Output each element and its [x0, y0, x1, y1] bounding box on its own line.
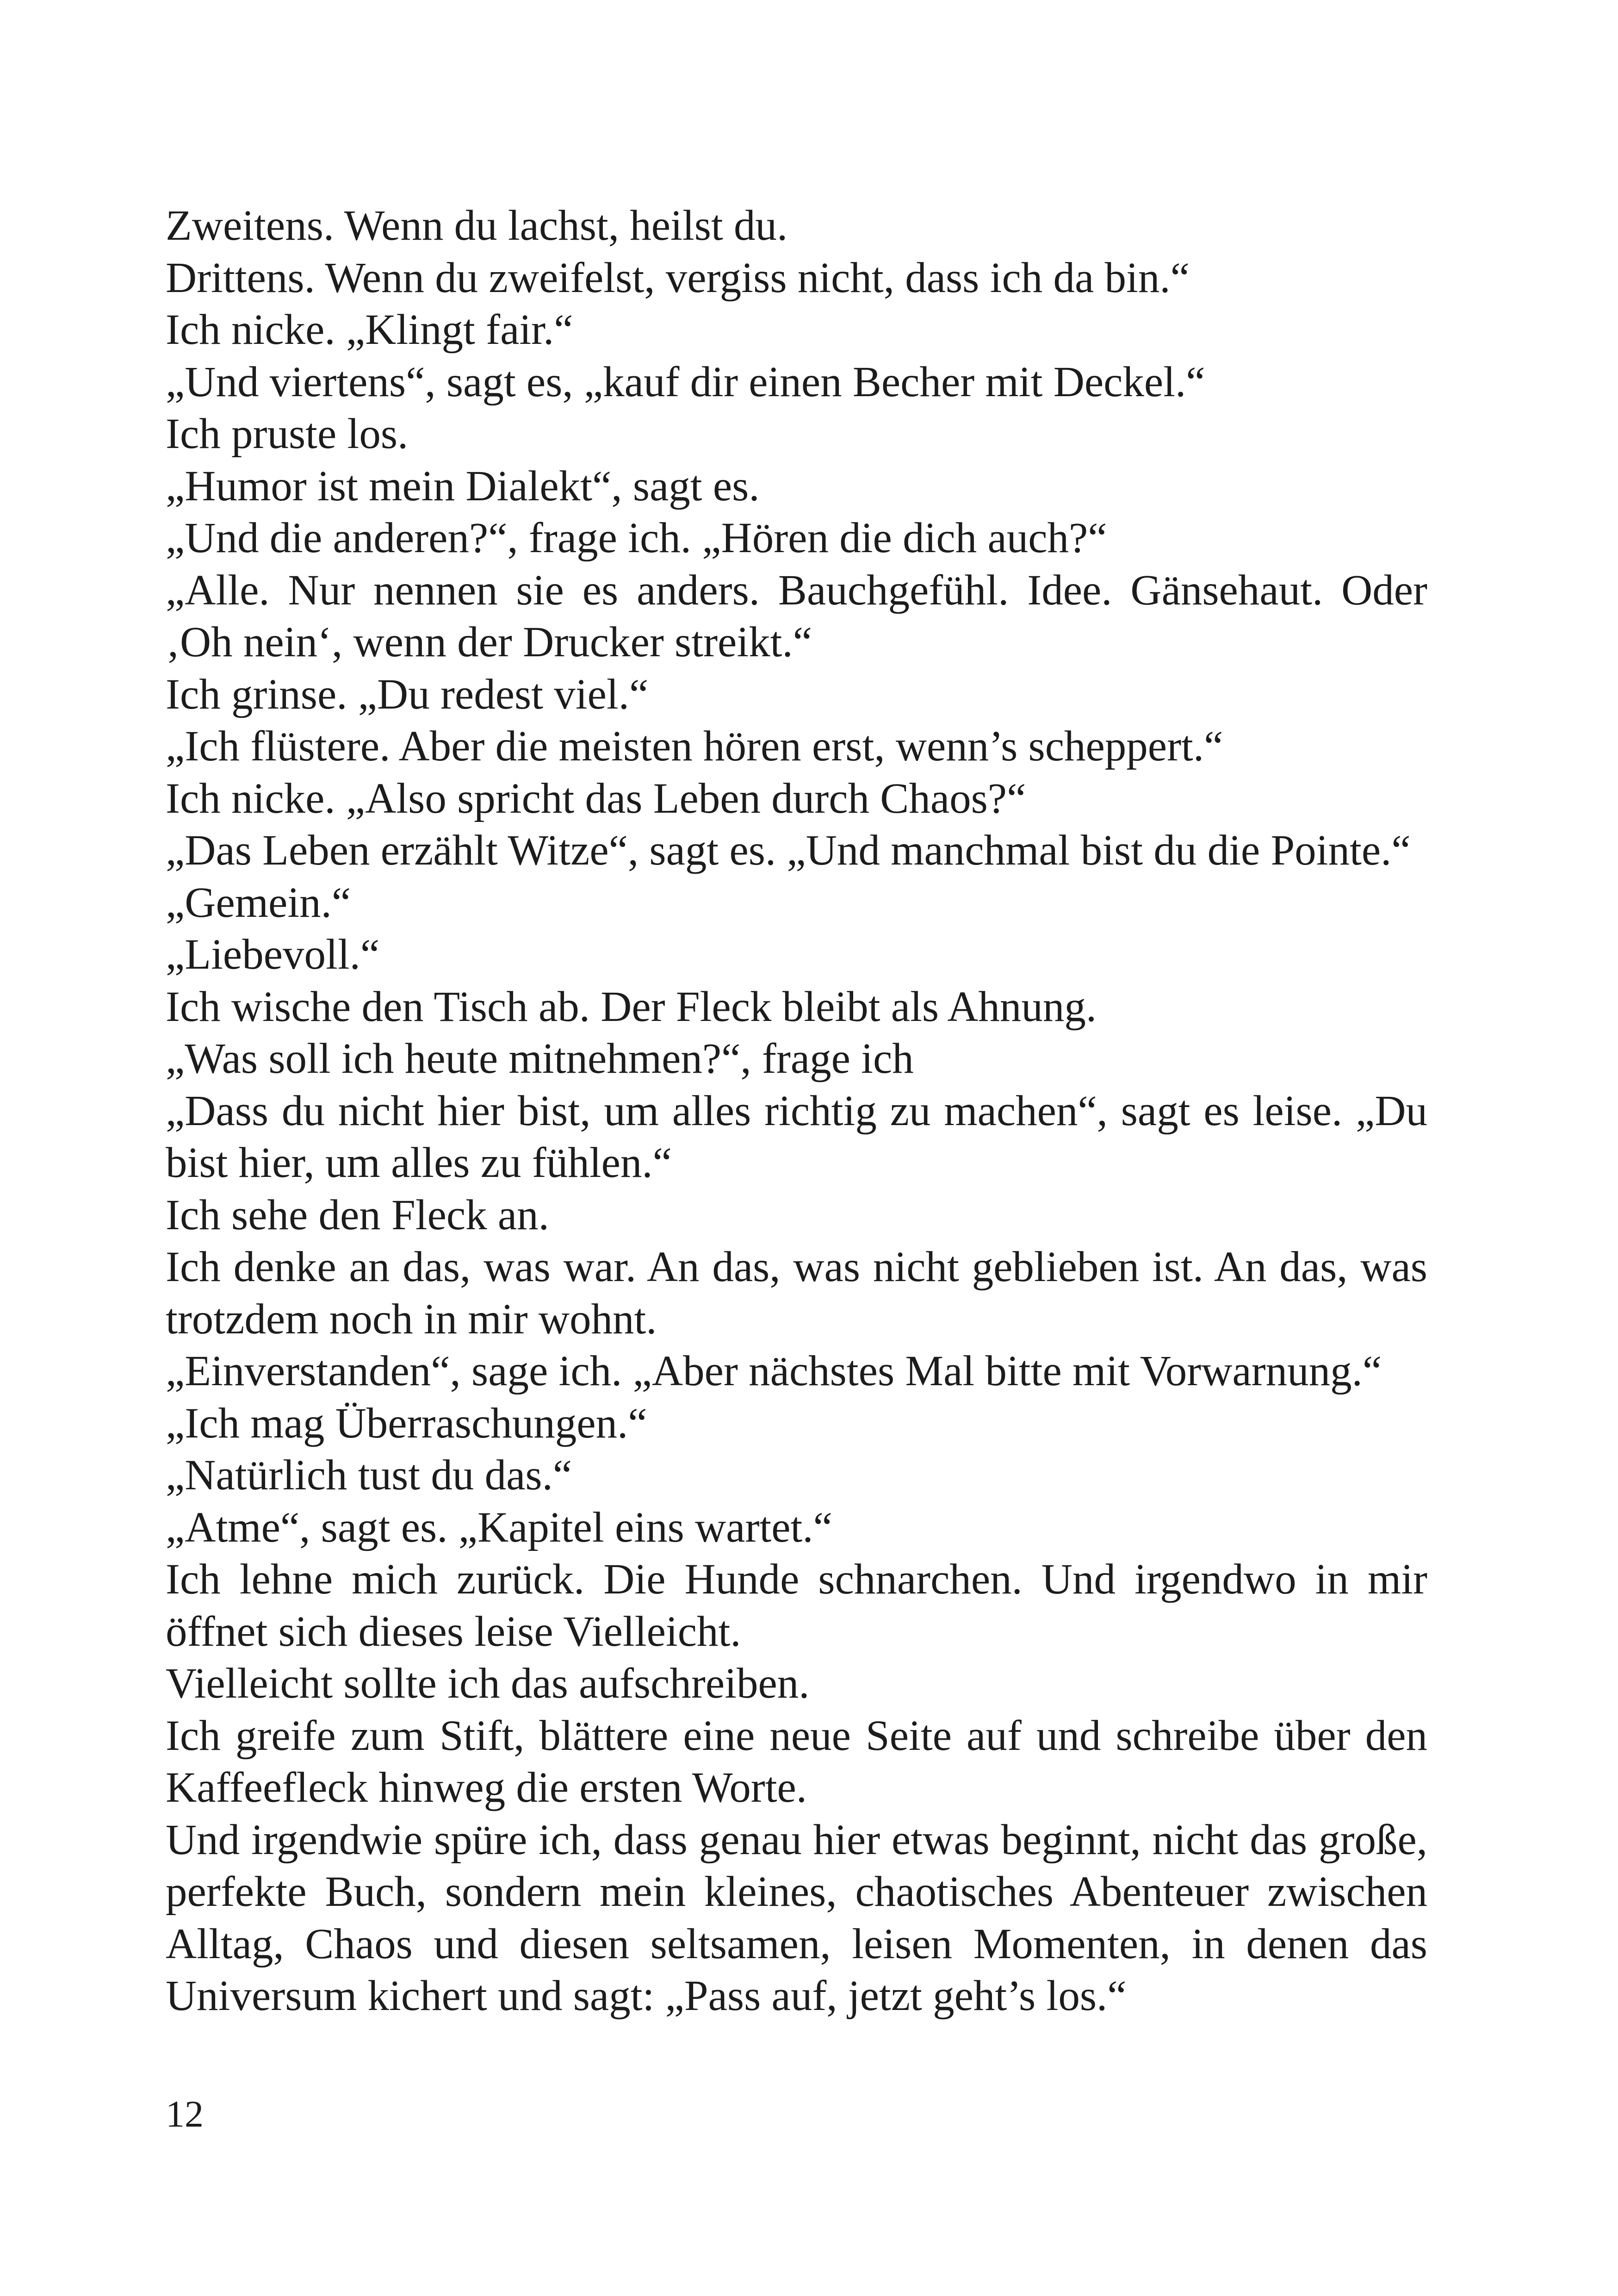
paragraph: „Liebevoll.“: [166, 931, 380, 978]
paragraph: Drittens. Wenn du zweifelst, vergiss nicht, dass ich da bin.“: [166, 254, 1190, 302]
paragraph: Zweitens. Wenn du lachst, heilst du.: [166, 202, 788, 249]
paragraph: Ich greife zum Stift, blättere eine neue Seite auf und schreibe über den Kaffeefleck hinweg die ersten Worte.: [166, 1711, 1427, 1811]
paragraph: „Und die anderen?“, frage ich. „Hören die dich auch?“: [166, 514, 1107, 562]
paragraph: Ich grinse. „Du redest viel.“: [166, 670, 649, 718]
paragraph: Ich sehe den Fleck an.: [166, 1191, 549, 1239]
paragraph: „Was soll ich heute mitnehmen?“, frage ich: [166, 1035, 914, 1083]
paragraph: Ich wische den Tisch ab. Der Fleck bleibt als Ahnung.: [166, 983, 1097, 1031]
paragraph: „Alle. Nur nennen sie es anders. Bauchgefühl. Idee. Gänsehaut. Oder ‚Oh nein‘, wenn der Drucker streikt.“: [166, 566, 1427, 666]
paragraph: Ich lehne mich zurück. Die Hunde schnarchen. Und irgendwo in mir öffnet sich dieses leise Vielleicht.: [166, 1556, 1427, 1655]
paragraph: „Und viertens“, sagt es, „kauf dir einen Becher mit Deckel.“: [166, 358, 1205, 406]
paragraph: „Dass du nicht hier bist, um alles richtig zu machen“, sagt es leise. „Du bist hier, um alles zu fühlen.“: [166, 1087, 1427, 1187]
paragraph: „Ich mag Überraschungen.“: [166, 1399, 647, 1447]
paragraph: Und irgendwie spüre ich, dass genau hier etwas beginnt, nicht das große, perfekte Buch, sondern mein kleines, chaotisches Abenteuer zwischen Alltag, Chaos und diesen seltsamen, leisen Momenten, in denen das Universum kichert und sagt: „Pass auf, jetzt geht’s los.“: [166, 1816, 1427, 2020]
paragraph: „Natürlich tust du das.“: [166, 1451, 572, 1499]
paragraph: „Atme“, sagt es. „Kapitel eins wartet.“: [166, 1503, 832, 1551]
paragraph: „Gemein.“: [166, 878, 351, 927]
paragraph: Ich denke an das, was war. An das, was nicht geblieben ist. An das, was trotzdem noch in mir wohnt.: [166, 1243, 1427, 1343]
paragraph: Ich nicke. „Also spricht das Leben durch Chaos?“: [166, 774, 1026, 822]
body-text: [166, 200, 1427, 2022]
paragraph: „Humor ist mein Dialekt“, sagt es.: [166, 462, 760, 510]
paragraph: Ich nicke. „Klingt fair.“: [166, 306, 573, 354]
paragraph: „Ich flüstere. Aber die meisten hören erst, wenn’s scheppert.“: [166, 722, 1223, 770]
paragraph: Ich pruste los.: [166, 410, 409, 458]
paragraph: Vielleicht sollte ich das aufschreiben.: [166, 1660, 810, 1707]
paragraph: „Einverstanden“, sage ich. „Aber nächstes Mal bitte mit Vorwarnung.“: [166, 1347, 1382, 1395]
paragraph: „Das Leben erzählt Witze“, sagt es. „Und manchmal bist du die Pointe.“: [166, 827, 1411, 874]
page-number: 12: [166, 2093, 204, 2135]
